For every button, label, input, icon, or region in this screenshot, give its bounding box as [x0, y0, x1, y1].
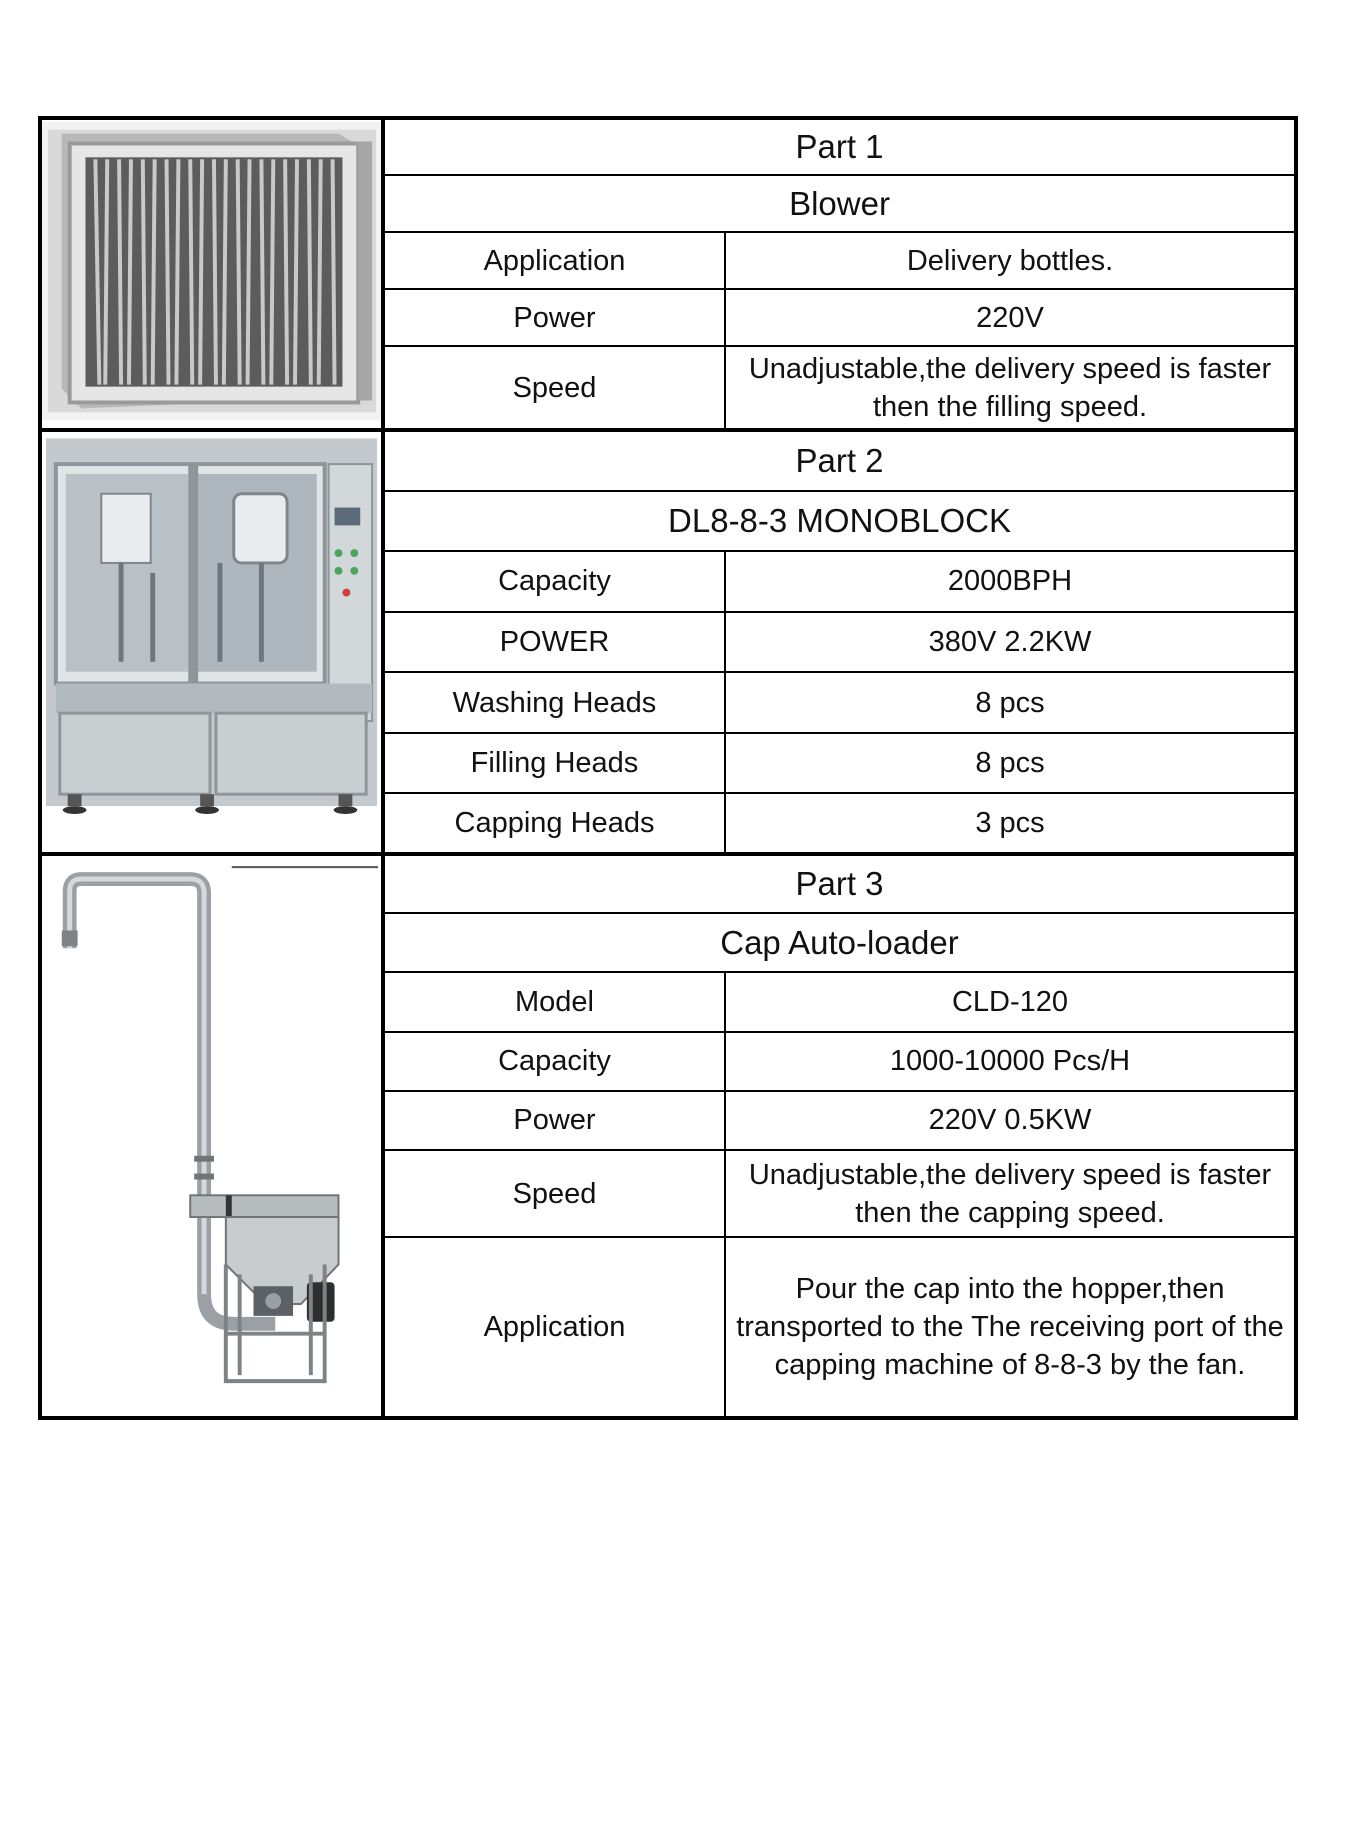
spec-value: 220V 0.5KW	[725, 1091, 1296, 1150]
part2-image-cell	[40, 430, 383, 854]
part1-image-cell	[40, 118, 383, 430]
spec-value: Pour the cap into the hopper,then transported to the The receiving port of the capping machine of 8-8-3 by the fan.	[725, 1237, 1296, 1418]
part1-label: Part 1	[383, 118, 1296, 175]
air-filter-blower-photo-icon	[42, 120, 381, 422]
equipment-spec-table	[38, 116, 1298, 1420]
part1-name: Blower	[383, 175, 1296, 232]
spec-value: Unadjustable,the delivery speed is faster then the capping speed.	[725, 1150, 1296, 1237]
spec-value: 1000-10000 Pcs/H	[725, 1032, 1296, 1091]
spec-value: 220V	[725, 289, 1296, 346]
spec-value: 8 pcs	[725, 672, 1296, 733]
part2-name: DL8-8-3 MONOBLOCK	[383, 491, 1296, 552]
spec-label: Filling Heads	[383, 733, 725, 794]
spec-label: Capping Heads	[383, 793, 725, 854]
spec-value: 2000BPH	[725, 551, 1296, 612]
monoblock-filling-machine-photo-icon	[42, 432, 381, 852]
spec-value: 3 pcs	[725, 793, 1296, 854]
spec-value: Unadjustable,the delivery speed is faster then the filling speed.	[725, 346, 1296, 430]
spec-label: Application	[383, 1237, 725, 1418]
spec-label: Application	[383, 232, 725, 289]
spec-label: Power	[383, 1091, 725, 1150]
spec-value: CLD-120	[725, 972, 1296, 1031]
spec-label: Washing Heads	[383, 672, 725, 733]
spec-label: Model	[383, 972, 725, 1031]
spec-value: 380V 2.2KW	[725, 612, 1296, 673]
part2-label: Part 2	[383, 430, 1296, 491]
part3-label: Part 3	[383, 854, 1296, 913]
part3-name: Cap Auto-loader	[383, 913, 1296, 972]
cap-elevator-hopper-photo-icon	[42, 856, 381, 1416]
spec-value: Delivery bottles.	[725, 232, 1296, 289]
part3-image-cell	[40, 854, 383, 1418]
spec-label: Capacity	[383, 1032, 725, 1091]
spec-label: Capacity	[383, 551, 725, 612]
spec-label: Power	[383, 289, 725, 346]
spec-label: Speed	[383, 346, 725, 430]
spec-value: 8 pcs	[725, 733, 1296, 794]
spec-label: POWER	[383, 612, 725, 673]
spec-label: Speed	[383, 1150, 725, 1237]
